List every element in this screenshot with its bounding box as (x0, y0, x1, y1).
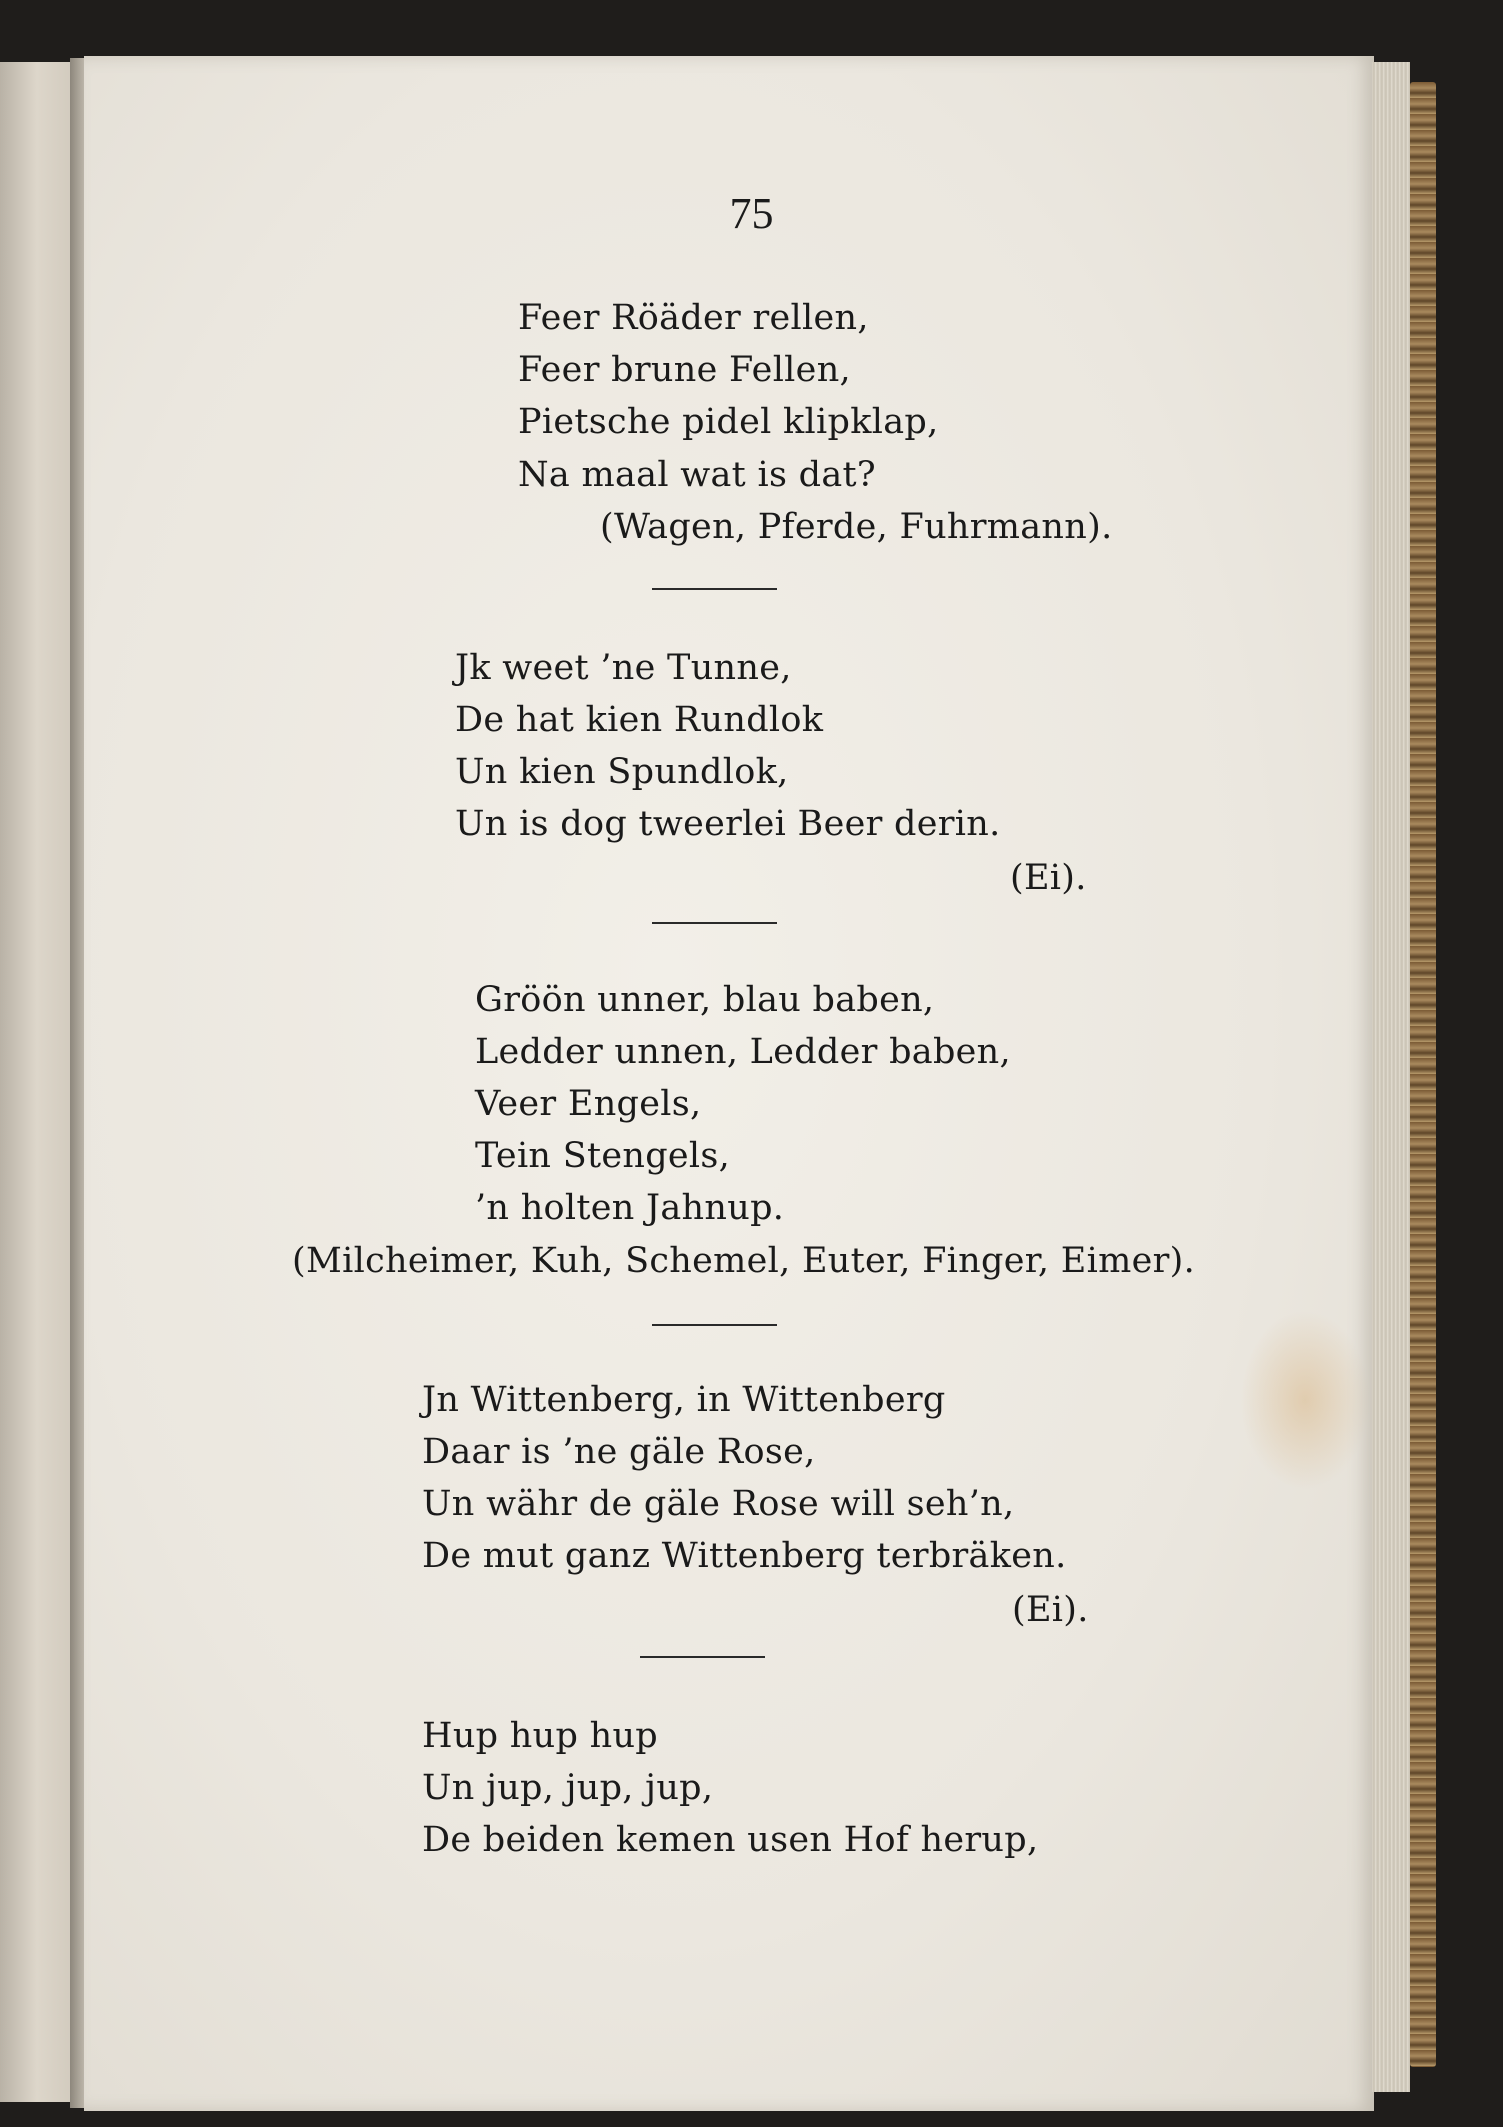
riddle-3-line-1: Gröön unner, blau baben, (475, 980, 935, 1020)
riddle-4-line-3: Un währ de gäle Rose will seh’n, (422, 1484, 1015, 1524)
riddle-5-line-2: Un jup, jup, jup, (422, 1768, 714, 1808)
separator-rule (640, 1656, 765, 1658)
riddle-1-line-4: Na maal wat is dat? (518, 455, 876, 495)
riddle-3-line-3: Veer Engels, (475, 1084, 702, 1124)
riddle-1-answer: (Wagen, Pferde, Fuhrmann). (600, 507, 1113, 547)
riddle-1-line-3: Pietsche pidel klipklap, (518, 402, 939, 442)
riddle-3-line-5: ’n holten Jahnup. (475, 1188, 785, 1228)
riddle-4-line-4: De mut ganz Wittenberg terbräken. (422, 1536, 1067, 1576)
riddle-2-line-1: Jk weet ’ne Tunne, (455, 648, 792, 688)
riddle-3-line-4: Tein Stengels, (475, 1136, 731, 1176)
page-number: 75 (729, 189, 774, 238)
riddle-2-line-3: Un kien Spundlok, (455, 752, 789, 792)
riddle-2-answer: (Ei). (1010, 858, 1087, 898)
book-spine (1410, 82, 1436, 2067)
paper-stain (1240, 1310, 1370, 1490)
riddle-4-answer: (Ei). (1012, 1590, 1089, 1630)
riddle-4-line-1: Jn Wittenberg, in Wittenberg (422, 1380, 946, 1420)
riddle-1-line-2: Feer brune Fellen, (518, 350, 851, 390)
riddle-5-line-3: De beiden kemen usen Hof herup, (422, 1820, 1039, 1860)
riddle-3-line-2: Ledder unnen, Ledder baben, (475, 1032, 1011, 1072)
separator-rule (652, 588, 777, 590)
riddle-2-line-4: Un is dog tweerlei Beer derin. (455, 804, 1001, 844)
riddle-3-answer: (Milcheimer, Kuh, Schemel, Euter, Finger, Eimer). (292, 1241, 1195, 1281)
riddle-5-line-1: Hup hup hup (422, 1716, 658, 1756)
riddle-1-line-1: Feer Röäder rellen, (518, 298, 869, 338)
separator-rule (652, 1324, 777, 1326)
riddle-4-line-2: Daar is ’ne gäle Rose, (422, 1432, 816, 1472)
page-stack-edge (1372, 62, 1410, 2092)
riddle-2-line-2: De hat kien Rundlok (455, 700, 824, 740)
separator-rule (652, 922, 777, 924)
